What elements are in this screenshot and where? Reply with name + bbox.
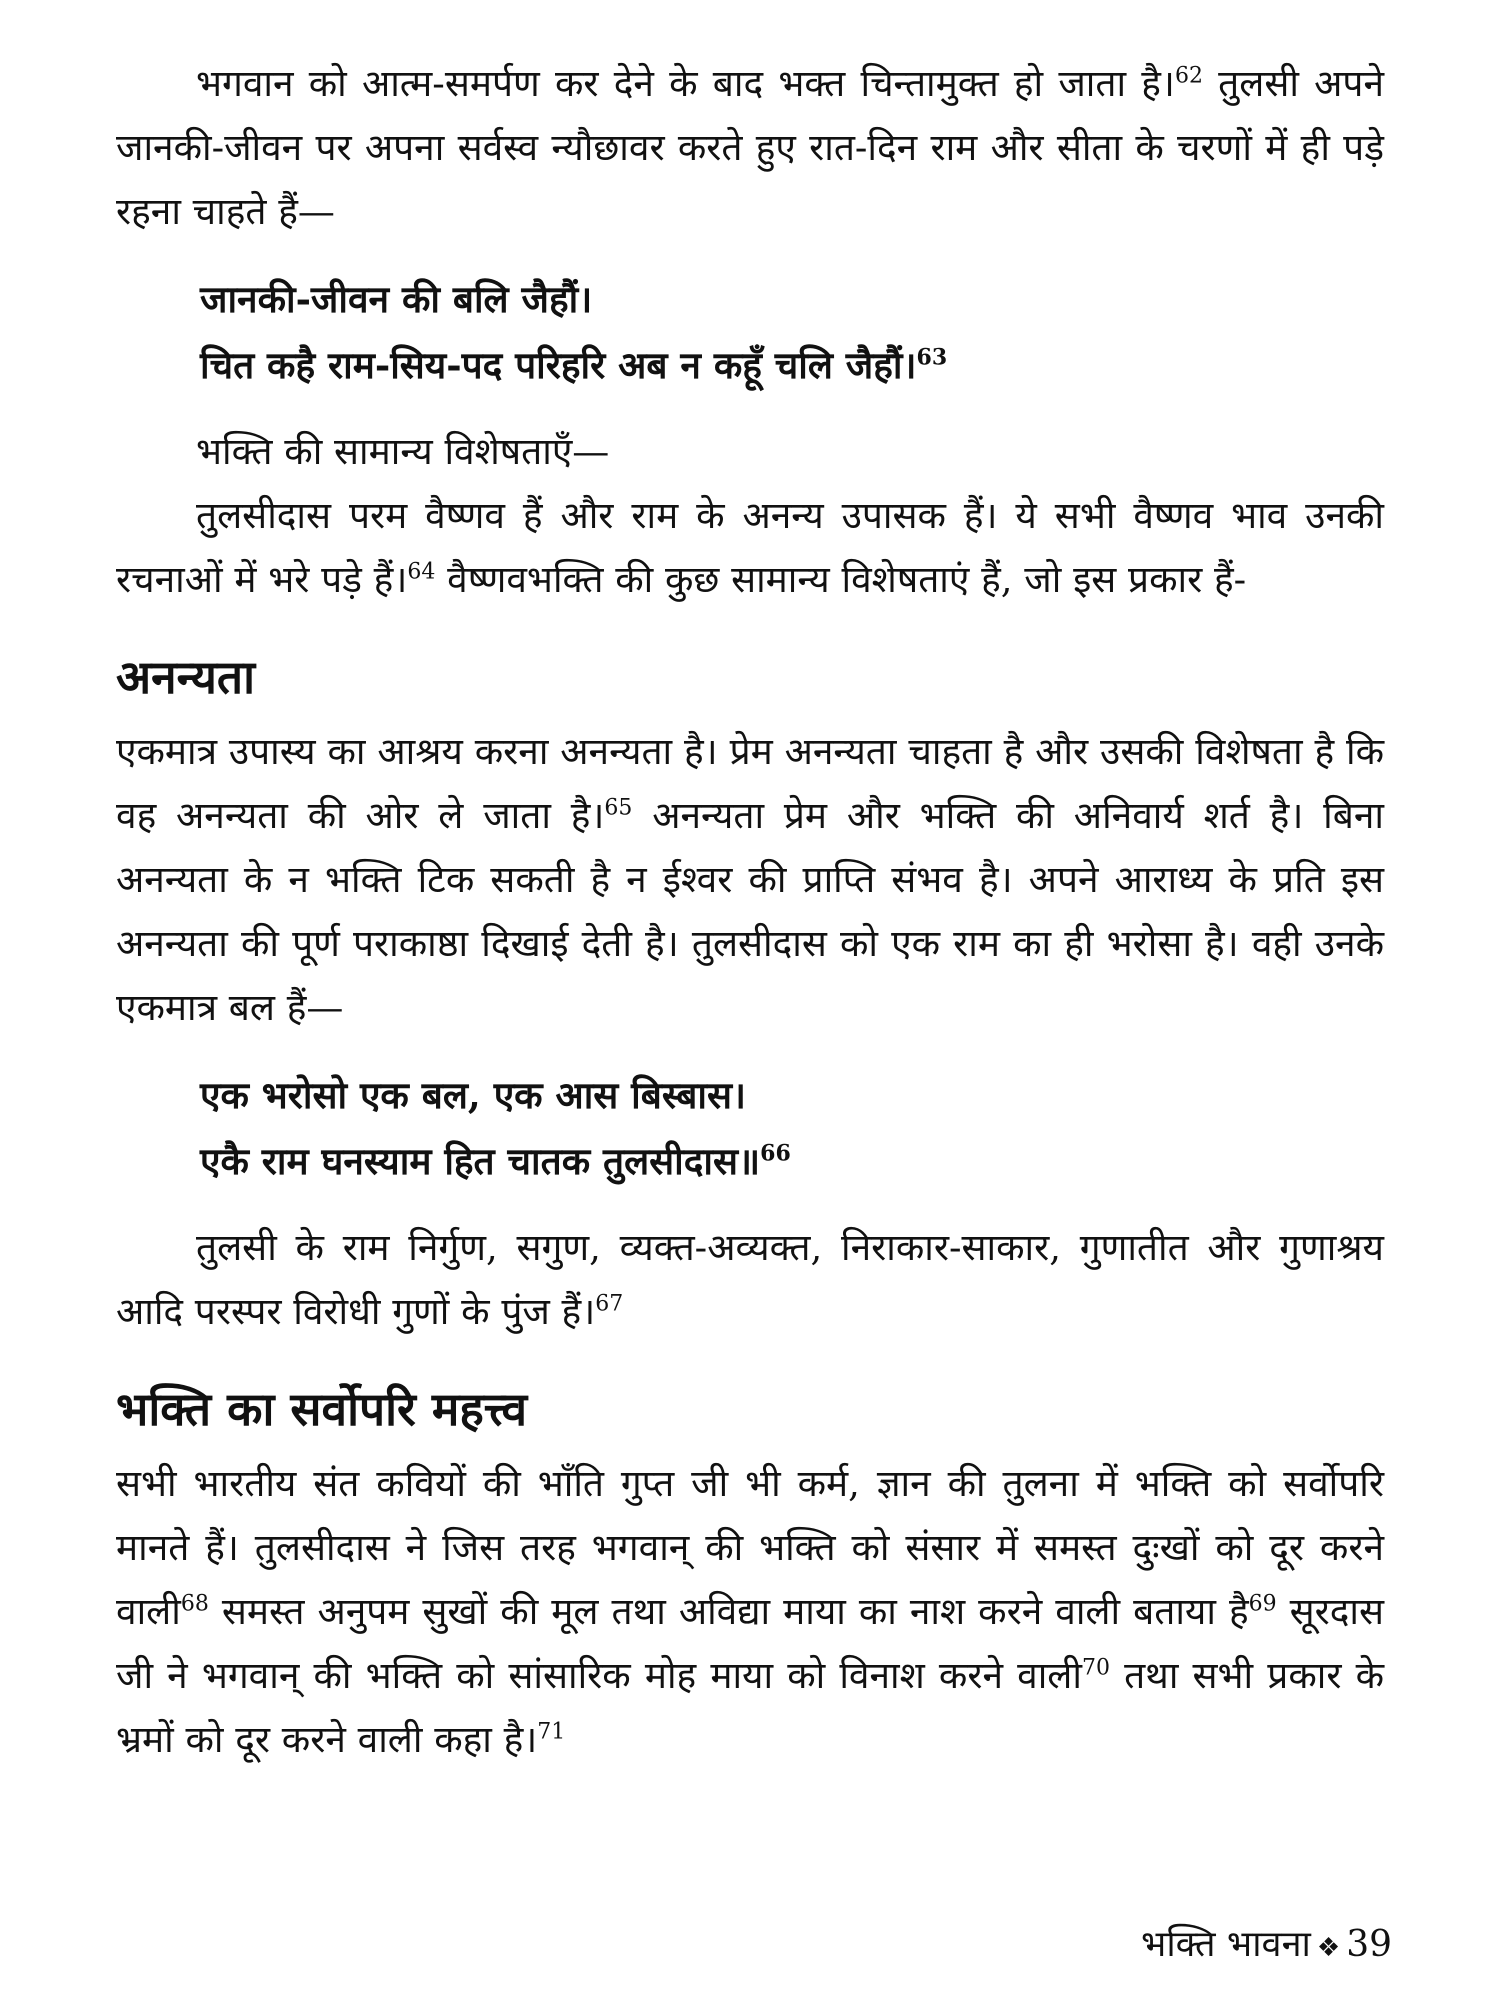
- paragraph-text: अनन्यता प्रेम और भक्ति की अनिवार्य शर्त है। बिना अनन्यता के न भक्ति टिक सकती है न ईश्वर की प्राप्ति संभव है। अपने आराध्य के प्रति इस अनन्यता की पूर्ण पराकाष्ठा दिखाई देती है। तुलसीदास को एक राम का ही भरोसा है। वही उनके एकमात्र बल हैं—: [116, 794, 1384, 1029]
- paragraph-text: भगवान को आत्म-समर्पण कर देने के बाद भक्त चिन्तामुक्त हो जाता है।: [196, 62, 1175, 105]
- page-footer: [1141, 1918, 1392, 1967]
- footnote-ref: 71: [537, 1719, 566, 1745]
- footnote-ref: 70: [1081, 1655, 1110, 1681]
- running-title: भक्ति भावना: [1141, 1924, 1311, 1965]
- page-body: [116, 52, 1384, 1772]
- paragraph-text: तथा सभी प्रकार के भ्रमों को दूर करने वाली कहा है।: [116, 1654, 1384, 1761]
- footnote-ref: 62: [1174, 63, 1203, 89]
- footnote-ref: 67: [595, 1291, 624, 1317]
- verse-line: एकै राम घनस्याम हित चातक तुलसीदास॥: [200, 1139, 761, 1183]
- paragraph-text: सूरदास जी ने भगवान् की भक्ति को सांसारिक मोह माया को विनाश करने वाली: [116, 1590, 1384, 1697]
- verse-ek-bharoso: [200, 1062, 1384, 1194]
- paragraph-subheading: भक्ति की सामान्य विशेषताएँ—: [196, 430, 610, 473]
- verse-janaki-jeevan: [200, 266, 1384, 398]
- page-number: 39: [1346, 1924, 1392, 1965]
- section-heading-ananyata: अनन्यता: [116, 650, 256, 704]
- footnote-ref: 63: [916, 344, 948, 371]
- paragraph-text: तुलसीदास परम वैष्णव हैं और राम के अनन्य उपासक हैं। ये सभी वैष्णव भाव उनकी रचनाओं में भरे पड़े हैं।: [116, 494, 1384, 601]
- footnote-ref: 66: [760, 1140, 791, 1167]
- paragraph-text: तुलसी अपने जानकी-जीवन पर अपना सर्वस्व न्यौछावर करते हुए रात-दिन राम और सीता के चरणों में ही पड़े रहना चाहते हैं—: [116, 62, 1384, 233]
- verse-line: जानकी-जीवन की बलि जैहौं।: [200, 277, 593, 321]
- footnote-ref: 64: [407, 559, 436, 585]
- verse-line: चित कहै राम-सिय-पद परिहरि अब न कहूँ चलि जैहौं।: [200, 343, 917, 387]
- paragraph-text: वैष्णवभक्ति की कुछ सामान्य विशेषताएं हैं, जो इस प्रकार हैं-: [435, 558, 1247, 601]
- paragraph-text: एकमात्र उपास्य का आश्रय करना अनन्यता है। प्रेम अनन्यता चाहता है और उसकी विशेषता है कि वह अनन्यता की ओर ले जाता है।: [116, 730, 1384, 837]
- ornament-icon: ❖: [1316, 1933, 1341, 1963]
- paragraph-tulsi-ram: [116, 1216, 1384, 1344]
- verse-line: एक भरोसो एक बल, एक आस बिस्बास।: [200, 1073, 747, 1117]
- paragraph-intro: [116, 52, 1384, 244]
- paragraph-vaishnav: [116, 484, 1384, 612]
- paragraph-bhakti-mahattva: [116, 1452, 1384, 1772]
- paragraph-ananyata: [116, 720, 1384, 1040]
- footnote-ref: 68: [180, 1591, 209, 1617]
- footnote-ref: 65: [604, 795, 633, 821]
- section-heading-bhakti-mahattva: भक्ति का सर्वोपरि महत्त्व: [116, 1382, 528, 1436]
- paragraph-text: तुलसी के राम निर्गुण, सगुण, व्यक्त-अव्यक्त, निराकार-साकार, गुणातीत और गुणाश्रय आदि परस्पर विरोधी गुणों के पुंज हैं।: [116, 1226, 1384, 1333]
- paragraph-text: समस्त अनुपम सुखों की मूल तथा अविद्या माया का नाश करने वाली बताया है: [208, 1590, 1249, 1633]
- footnote-ref: 69: [1248, 1591, 1277, 1617]
- paragraph-text: सभी भारतीय संत कवियों की भाँति गुप्त जी भी कर्म, ज्ञान की तुलना में भक्ति को सर्वोपरि मानते हैं। तुलसीदास ने जिस तरह भगवान् की भक्ति को संसार में समस्त दुःखों को दूर करने वाली: [116, 1462, 1384, 1633]
